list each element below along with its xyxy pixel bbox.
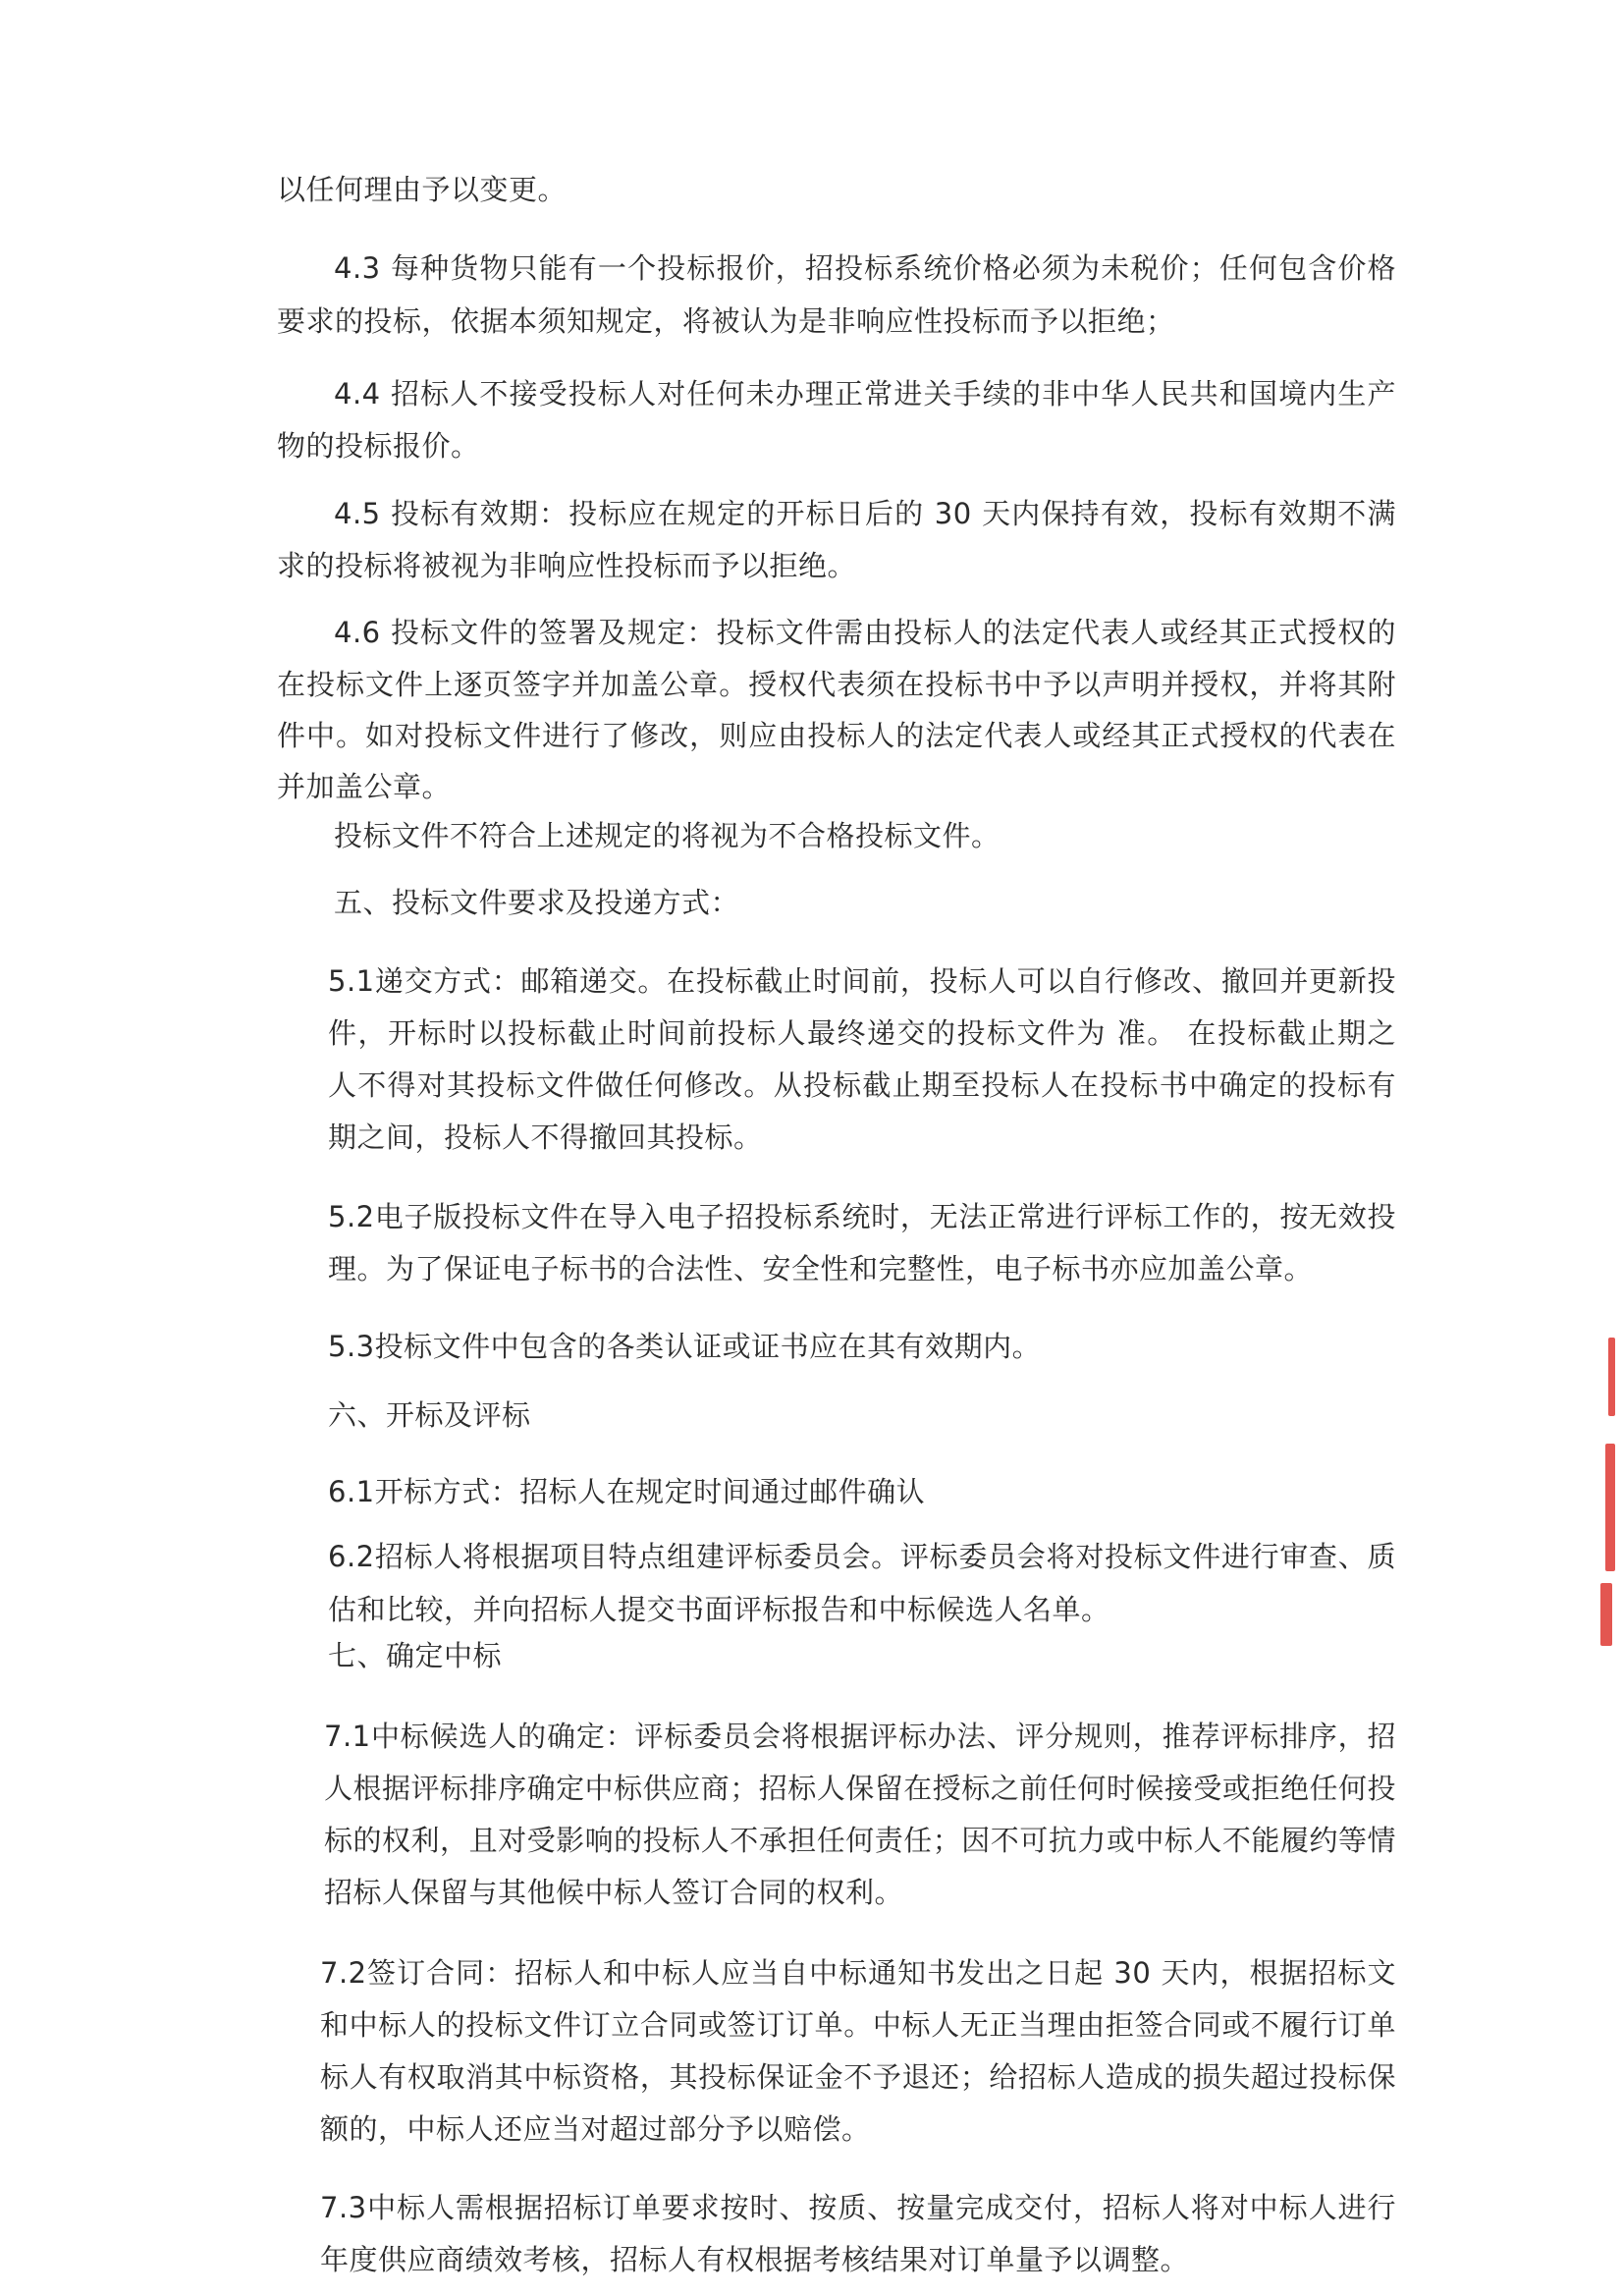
text-line: 额的，中标人还应当对超过部分予以赔偿。	[320, 2112, 871, 2146]
text-line: 投标文件不符合上述规定的将视为不合格投标文件。	[334, 819, 1001, 852]
text-line: 物的投标报价。	[277, 429, 480, 463]
text-line: 件中。如对投标文件进行了修改，则应由投标人的法定代表人或经其正式授权的代表在	[277, 719, 1396, 752]
text-line: 年度供应商绩效考核，招标人有权根据考核结果对订单量予以调整。	[320, 2243, 1190, 2276]
text-line: 招标人保留与其他候中标人签订合同的权利。	[324, 1876, 904, 1909]
text-line: 和中标人的投标文件订立合同或签订订单。中标人无正当理由拒签合同或不履行订单	[320, 2008, 1396, 2042]
text-line: 7.3中标人需根据招标订单要求按时、按质、按量完成交付，招标人将对中标人进行	[320, 2191, 1396, 2224]
stamp-mark	[1608, 1338, 1615, 1416]
text-line: 人不得对其投标文件做任何修改。从投标截止期至投标人在投标书中确定的投标有	[328, 1068, 1396, 1102]
text-line: 五、投标文件要求及投递方式：	[334, 886, 740, 919]
text-line: 标人有权取消其中标资格，其投标保证金不予退还；给招标人造成的损失超过投标保	[320, 2060, 1396, 2094]
text-line: 5.3投标文件中包含的各类认证或证书应在其有效期内。	[328, 1330, 1042, 1363]
text-line: 7.2签订合同：招标人和中标人应当自中标通知书发出之日起 30 天内，根据招标文	[320, 1956, 1396, 1990]
text-line: 6.1开标方式：招标人在规定时间通过邮件确认	[328, 1475, 926, 1508]
text-line: 在投标文件上逐页签字并加盖公章。授权代表须在投标书中予以声明并授权，并将其附	[277, 668, 1396, 701]
stamp-mark	[1600, 1583, 1612, 1646]
text-line: 以任何理由予以变更。	[277, 173, 568, 206]
text-line: 标的权利，且对受影响的投标人不承担任何责任；因不可抗力或中标人不能履约等情	[324, 1824, 1396, 1857]
text-line: 人根据评标排序确定中标供应商；招标人保留在授标之前任何时候接受或拒绝任何投	[324, 1772, 1396, 1805]
text-line: 估和比较，并向招标人提交书面评标报告和中标候选人名单。	[328, 1593, 1110, 1626]
text-line: 并加盖公章。	[277, 770, 452, 803]
text-line: 六、开标及评标	[328, 1398, 531, 1432]
text-line: 4.3 每种货物只能有一个投标报价，招投标系统价格必须为未税价；任何包含价格	[334, 251, 1396, 285]
text-line: 理。为了保证电子标书的合法性、安全性和完整性，电子标书亦应加盖公章。	[328, 1252, 1314, 1285]
text-line: 4.4 招标人不接受投标人对任何未办理正常进关手续的非中华人民共和国境内生产	[334, 377, 1396, 410]
text-line: 6.2招标人将根据项目特点组建评标委员会。评标委员会将对投标文件进行审查、质	[328, 1540, 1396, 1573]
text-line: 7.1中标候选人的确定：评标委员会将根据评标办法、评分规则，推荐评标排序，招	[324, 1720, 1396, 1753]
text-line: 求的投标将被视为非响应性投标而予以拒绝。	[277, 549, 857, 582]
text-line: 5.1递交方式：邮箱递交。在投标截止时间前，投标人可以自行修改、撤回并更新投	[328, 964, 1396, 998]
text-line: 5.2电子版投标文件在导入电子招投标系统时，无法正常进行评标工作的，按无效投	[328, 1200, 1396, 1233]
text-line: 期之间，投标人不得撤回其投标。	[328, 1121, 763, 1154]
text-line: 要求的投标，依据本须知规定，将被认为是非响应性投标而予以拒绝；	[277, 304, 1175, 338]
stamp-mark	[1605, 1444, 1615, 1571]
text-line: 4.5 投标有效期：投标应在规定的开标日后的 30 天内保持有效，投标有效期不满	[334, 497, 1396, 530]
text-line: 件，开标时以投标截止时间前投标人最终递交的投标文件为 准。 在投标截止期之	[328, 1016, 1396, 1050]
text-line: 4.6 投标文件的签署及规定：投标文件需由投标人的法定代表人或经其正式授权的	[334, 616, 1396, 649]
text-line: 七、确定中标	[328, 1639, 503, 1672]
